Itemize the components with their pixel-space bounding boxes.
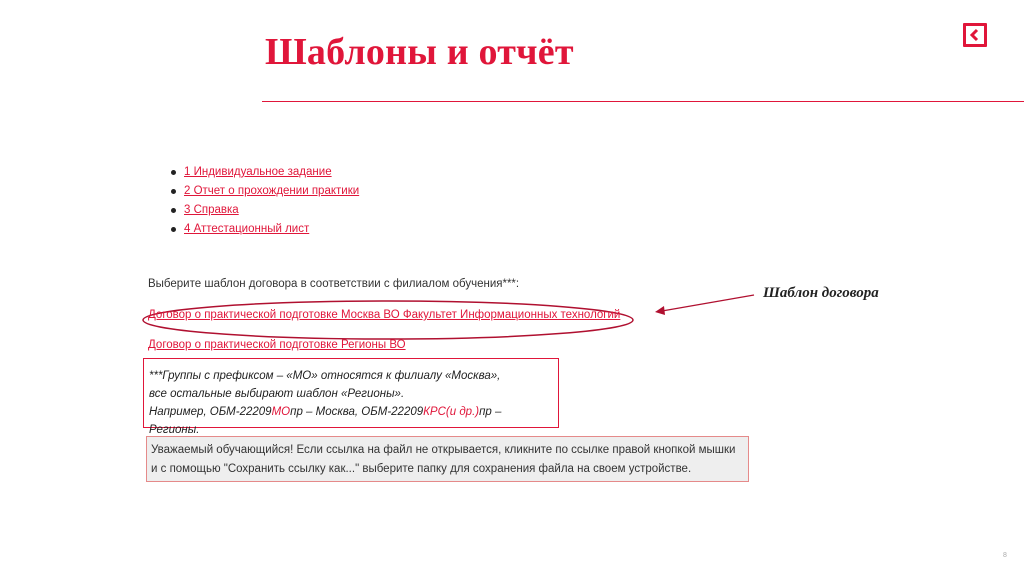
page-number: 8 — [1003, 552, 1007, 559]
page-title: Шаблоны и отчёт — [265, 31, 574, 73]
document-list — [166, 163, 359, 239]
document-link-practice-report[interactable]: 2 Отчет о прохождении практики — [184, 185, 360, 197]
contract-prompt: Выберите шаблон договора в соответствии с филиалом обучения***: — [148, 278, 520, 290]
note-line: ***Группы с префиксом – «МО» относятся к филиалу «Москва», — [149, 370, 501, 382]
document-link-certificate[interactable]: 3 Справка — [184, 204, 239, 216]
callout-label: Шаблон договора — [763, 285, 879, 301]
download-notice — [146, 436, 749, 482]
callout-arrow — [650, 290, 760, 320]
title-divider — [262, 101, 1024, 102]
back-button[interactable] — [963, 23, 987, 47]
prefix-krs: КРС(и др.) — [423, 406, 480, 418]
list-item — [166, 201, 359, 220]
notice-line: и с помощью "Сохранить ссылку как..." выберите папку для сохранения файла на своем устройстве. — [151, 463, 692, 475]
branch-note — [143, 358, 559, 436]
contract-link-moscow[interactable]: Договор о практической подготовке Москва ВО Факультет Информационных технологий — [148, 309, 621, 321]
document-link-individual-task[interactable]: 1 Индивидуальное задание — [184, 166, 332, 178]
document-link-attestation-sheet[interactable]: 4 Аттестационный лист — [184, 223, 310, 235]
list-item — [166, 163, 359, 182]
prefix-mo: МО — [271, 406, 291, 418]
contract-link-regions[interactable]: Договор о практической подготовке Регионы ВО — [148, 339, 406, 351]
list-item — [166, 220, 359, 239]
list-item — [166, 182, 359, 201]
chevron-left-icon — [968, 28, 982, 42]
note-line: все остальные выбирают шаблон «Регионы». — [149, 388, 405, 400]
notice-line: Уважаемый обучающийся! Если ссылка на файл не открывается, кликните по ссылке правой кнопкой мышки — [151, 444, 736, 456]
note-example-line: Например, ОБМ-22209МОпр – Москва, ОБМ-22209КРС(и др.)пр – Регионы. — [149, 406, 502, 436]
